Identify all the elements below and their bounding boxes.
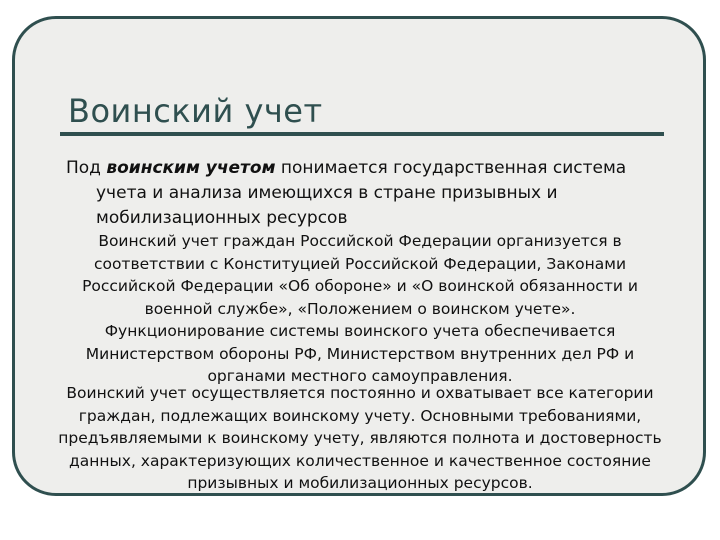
paragraph1-line: соответствии с Конституцией Российской Федерации, Законами [93, 254, 627, 273]
paragraph2-line: данных, характеризующих количественное и качественное состояние [69, 451, 651, 470]
definition-prefix: Под [66, 158, 107, 178]
definition-line1-rest: понимается государственная система [275, 158, 627, 178]
paragraph-legal-basis [40, 230, 680, 388]
paragraph1-line: военной службе», «Положением о воинском учете». [144, 299, 576, 318]
paragraph2-line: призывных и мобилизационных ресурсов. [187, 474, 533, 492]
paragraph1-line: Функционирование системы воинского учета обеспечивается [104, 322, 616, 340]
definition-line3: мобилизационных ресурсов [96, 208, 348, 228]
paragraph1-line: Министерством обороны РФ, Министерством внутренних дел РФ и [85, 344, 635, 363]
paragraph1-line: органами местного самоуправления. [207, 367, 513, 385]
title-underline [60, 132, 664, 136]
definition-line2: учета и анализа имеющихся в стране призывных и [96, 183, 558, 203]
paragraph1-line: Воинский учет граждан Российской Федерации организуется в [98, 232, 622, 250]
paragraph2-line: граждан, подлежащих воинскому учету. Основными требованиями, [78, 406, 642, 425]
paragraph-requirements [40, 382, 680, 495]
paragraph2-line: предъявляемыми к воинскому учету, являются полнота и достоверность [58, 429, 662, 447]
paragraph1-line: Российской Федерации «Об обороне» и «О воинской обязанности и [82, 277, 638, 295]
slide-title: Воинский учет [68, 92, 323, 130]
definition-text [66, 156, 666, 231]
paragraph2-line: Воинский учет осуществляется постоянно и охватывает все категории [66, 384, 654, 402]
definition-term: воинским учетом [106, 158, 276, 178]
